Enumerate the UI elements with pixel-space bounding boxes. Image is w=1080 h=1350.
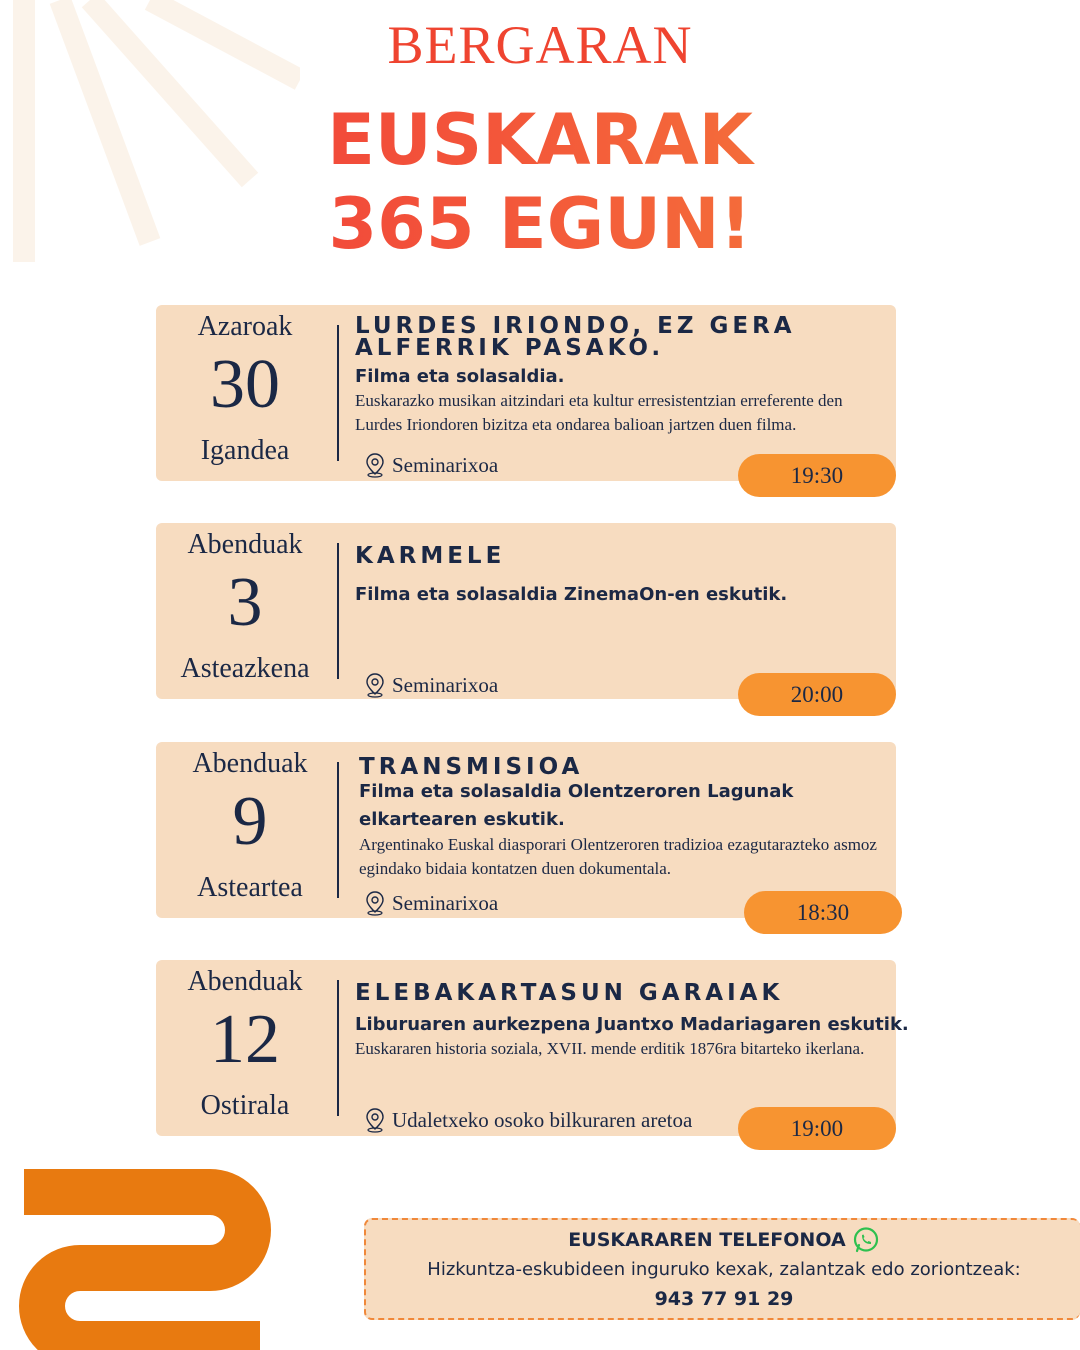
- phone-description: Hizkuntza-eskubideen inguruko kexak, zalantzak edo zoriontzeak:: [427, 1259, 1021, 1280]
- event-date: [156, 523, 334, 699]
- squiggle-decoration: [0, 1160, 290, 1350]
- map-pin-icon: [364, 890, 386, 916]
- page-title-line-1: EUSKARAK: [327, 99, 753, 181]
- event-day: 9: [232, 783, 268, 860]
- event-month: Abenduak: [192, 748, 308, 779]
- event-location: [364, 889, 498, 917]
- event-date: [156, 305, 334, 481]
- event-time-badge: 18:30: [744, 891, 902, 934]
- event-location-label: Seminarixoa: [392, 453, 499, 477]
- event-month: Abenduak: [187, 966, 303, 997]
- event-title: TRANSMISIOA: [359, 754, 584, 780]
- page-title-line-2: 365 EGUN!: [328, 183, 752, 265]
- map-pin-icon: [364, 672, 386, 698]
- event-weekday: Asteartea: [197, 872, 303, 903]
- event-day: 30: [210, 346, 280, 423]
- phone-title: [366, 1226, 1080, 1254]
- event-weekday: Asteazkena: [180, 653, 310, 684]
- event-subtitle: Filma eta solasaldia.: [355, 366, 565, 387]
- date-divider: [337, 543, 339, 679]
- event-location-label: Udaletxeko osoko bilkuraren aretoa: [392, 1108, 693, 1132]
- event-title: KARMELE: [355, 543, 506, 569]
- page-title: [0, 98, 1080, 266]
- event-subtitle: Liburuaren aurkezpena Juantxo Madariagaren eskutik.: [355, 1014, 909, 1035]
- event-weekday: Igandea: [200, 435, 290, 466]
- date-divider: [337, 325, 339, 461]
- event-location-label: Seminarixoa: [392, 891, 499, 915]
- event-card: [156, 305, 896, 488]
- event-subtitle: Filma eta solasaldia ZinemaOn-en eskutik.: [355, 584, 788, 605]
- event-description: Euskararen historia soziala, XVII. mende erditik 1876ra bitarteko ikerlana.: [355, 1039, 865, 1058]
- event-day: 3: [227, 564, 263, 641]
- event-location: [364, 671, 498, 699]
- date-divider: [337, 980, 339, 1116]
- event-month: Azaroak: [197, 311, 293, 342]
- event-description: Argentinako Euskal diasporari Olentzeroren tradizioa ezagutarazteko asmoz egindako bidaia kontatzen duen dokumentala.: [359, 835, 877, 878]
- event-card: [156, 960, 909, 1141]
- event-location-label: Seminarixoa: [392, 673, 499, 697]
- event-subtitle: Filma eta solasaldia Olentzeroren Lagunak elkartearen eskutik.: [359, 781, 794, 830]
- event-location: [364, 451, 498, 479]
- phone-title-label: EUSKARAREN TELEFONOA: [568, 1229, 846, 1251]
- event-time-badge: 19:30: [738, 454, 896, 497]
- map-pin-icon: [364, 1107, 386, 1133]
- event-time-badge: 20:00: [738, 673, 896, 716]
- event-description: Euskarazko musikan aitzindari eta kultur erresistentzian erreferente den Lurdes Iriondoren bizitza eta ondarea balioan jartzen duen filma.: [355, 391, 843, 434]
- event-card: [156, 742, 896, 925]
- event-card: [156, 523, 896, 707]
- event-day: 12: [210, 1001, 280, 1078]
- event-date: [156, 960, 334, 1136]
- event-date: [161, 742, 339, 918]
- event-month: Abenduak: [187, 529, 303, 560]
- map-pin-icon: [364, 452, 386, 478]
- event-title: ELEBAKARTASUN GARAIAK: [355, 980, 784, 1006]
- date-divider: [337, 762, 339, 898]
- event-time-badge: 19:00: [738, 1107, 896, 1150]
- phone-number[interactable]: 943 77 91 29: [654, 1288, 794, 1310]
- event-location: [364, 1106, 692, 1134]
- event-title: LURDES IRIONDO, EZ GERA ALFERRIK PASAKO.: [355, 313, 796, 361]
- event-weekday: Ostirala: [200, 1090, 290, 1121]
- header-subtitle: BERGARAN: [387, 15, 693, 75]
- whatsapp-icon: [852, 1226, 880, 1254]
- phone-info-box: [364, 1218, 1080, 1320]
